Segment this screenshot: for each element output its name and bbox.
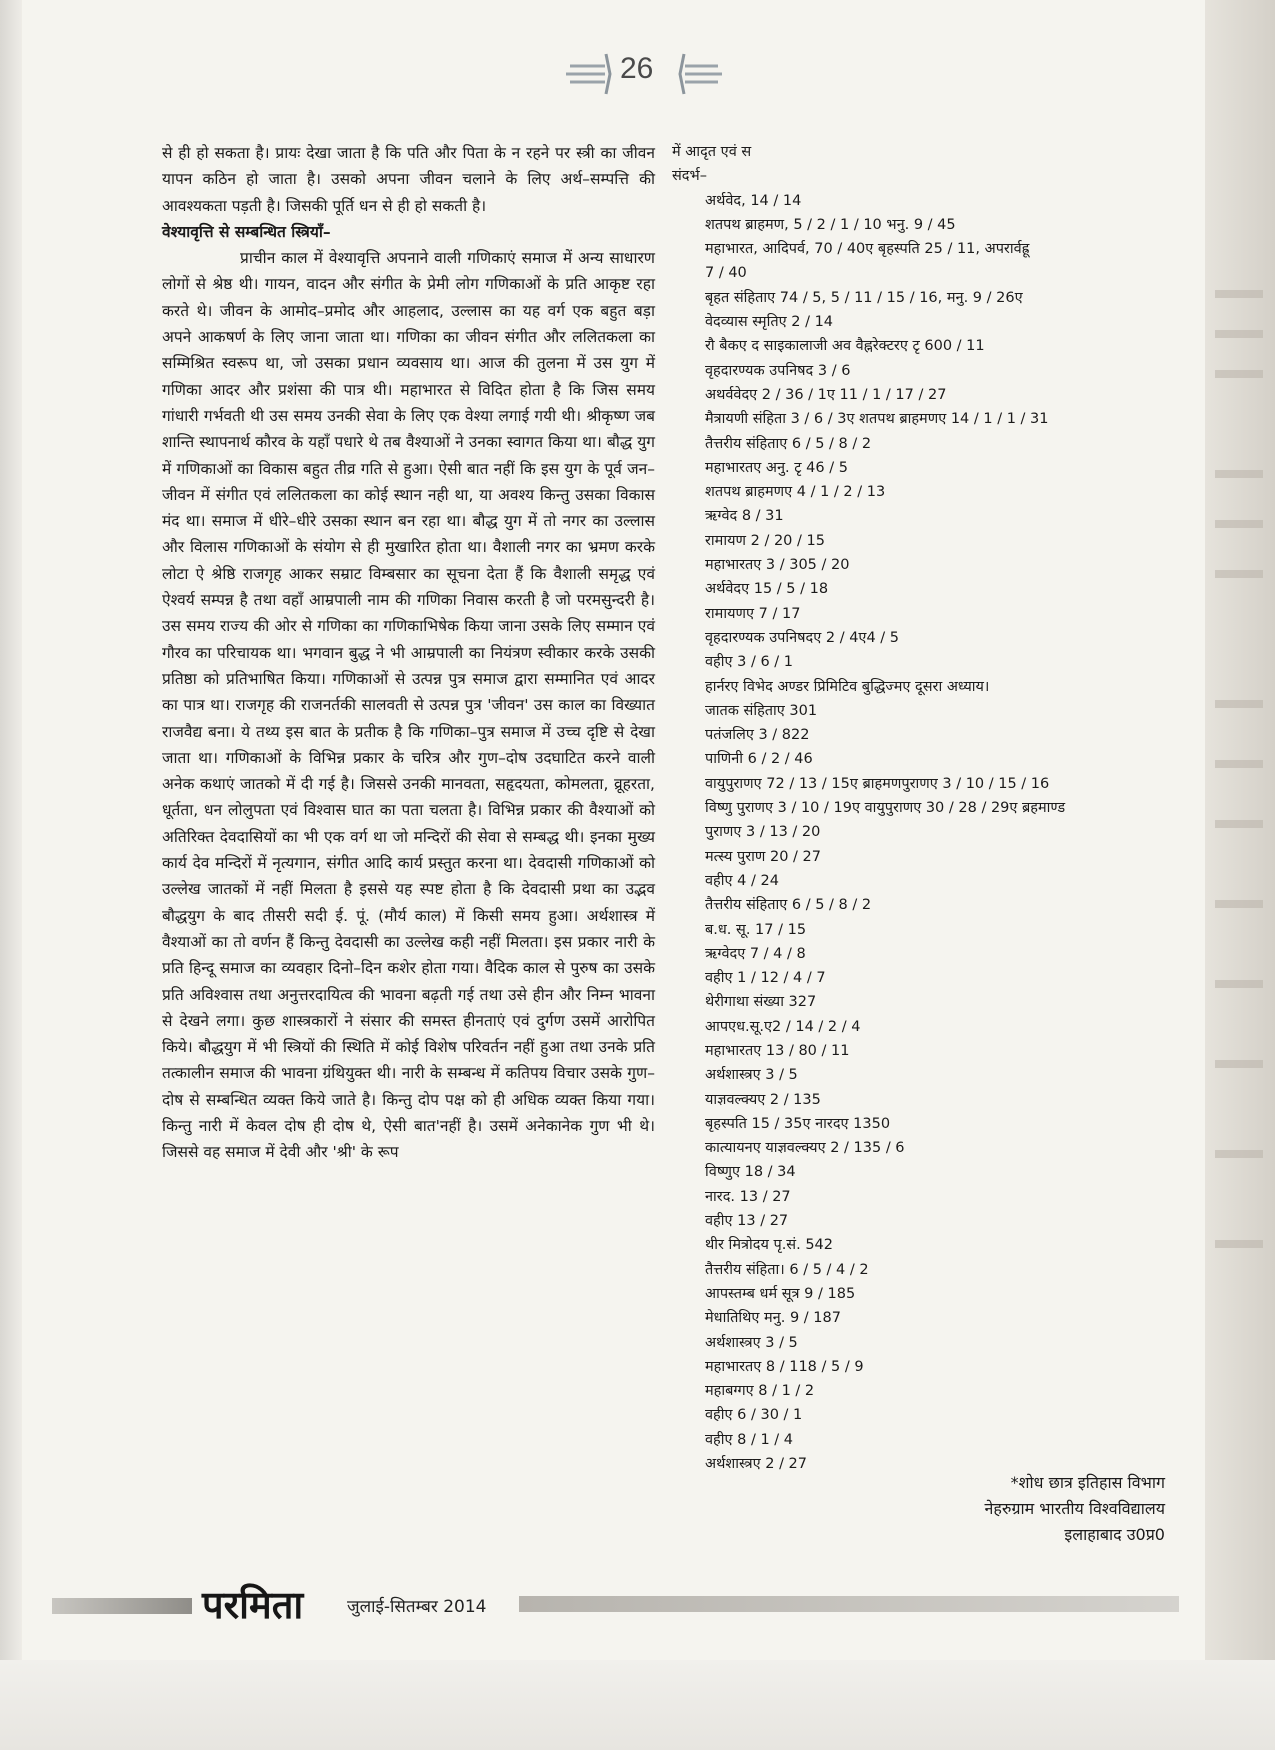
- reference-item: हार्नरए विभेद अण्डर प्रिमिटिव बुद्धिज्मए दूसरा अध्याय।: [705, 678, 990, 695]
- reference-item: वेदव्यास स्मृतिए 2 / 14: [705, 314, 834, 331]
- reference-item: तैत्तरीय संहिताए 6 / 5 / 8 / 2: [705, 435, 872, 452]
- reference-item: वृहदारण्यक उपनिषद 3 / 6: [705, 362, 851, 379]
- reference-item: वहीए 4 / 24: [705, 872, 779, 889]
- reference-item: तैत्तरीय संहिताए 6 / 5 / 8 / 2: [705, 897, 872, 914]
- reference-item: वहीए 6 / 30 / 1: [705, 1407, 803, 1424]
- reference-item: बृहत संहिताए 74 / 5, 5 / 11 / 15 / 16, मनु. 9 / 26ए: [705, 289, 1023, 306]
- page-header: [560, 48, 730, 100]
- author-affiliation-line: इलाहाबाद उ0प्र0: [1064, 1525, 1165, 1544]
- reference-item: महाबग्गए 8 / 1 / 2: [705, 1383, 815, 1400]
- page-bottom-margin: [0, 1660, 1275, 1750]
- reference-item: आपस्तम्ब धर्म सूत्र 9 / 185: [705, 1285, 856, 1302]
- reference-item: ऋग्वेदए 7 / 4 / 8: [705, 945, 806, 962]
- reference-item: ब.ध. सू. 17 / 15: [705, 921, 807, 938]
- article-paragraph: से ही हो सकता है। प्रायः देखा जाता है कि पति और पिता के न रहने पर स्त्री का जीवन यापन कठिन हो जाता है। उसको अपना जीवन चलाने के लिए अर्थ–सम्पत्ति की आवश्यकता पड़ती है। जिसकी पूर्ति धन से ही हो सकती है।: [162, 144, 655, 215]
- reference-item: पुराणए 3 / 13 / 20: [705, 824, 821, 841]
- author-affiliation-line: नेहरुग्राम भारतीय विश्वविद्यालय: [984, 1499, 1165, 1518]
- reference-item: महाभारत, आदिपर्व, 70 / 40ए बृहस्पति 25 / 11, अपरार्वह्रू: [705, 241, 1030, 258]
- reference-item: पतंजलिए 3 / 822: [705, 727, 810, 744]
- reference-item: ऋग्वेद 8 / 31: [705, 508, 784, 525]
- reference-item: मेधातिथिए मनु. 9 / 187: [705, 1310, 841, 1327]
- reference-item: वहीए 13 / 27: [705, 1213, 789, 1230]
- reference-item: वहीए 3 / 6 / 1: [705, 654, 794, 671]
- article-paragraph: प्राचीन काल में वेश्यावृत्ति अपनाने वाली गणिकाएं समाज में अन्य साधारण लोगों से श्रेष्ठ थी। गायन, वादन और संगीत के प्रेमी लोग गणिकाओं के प्रति आकृष्ट रहा करते थे। जीवन के आमोद–प्रमोद और आहलाद, उल्लास का यह वर्ग एक बहुत बड़ा अपने आकषर्ण के लिए जाना जाता था। गणिका का जीवन संगीत और ललितकला का सम्मिश्रित स्वरूप था, जो उसका प्रधान व्यवसाय था। आज की तुलना में उस युग में गणिका आदर और प्रशंसा की पात्र थी। महाभारत से विदित होता है कि जिस समय गांधारी गर्भवती थी उस समय उनकी सेवा के लिए एक वेश्या लगाई गयी थी। श्रीकृष्ण जब शान्ति स्थापनार्थ कौरव के यहाँ पधारे थे तब वैश्याओं ने उनका स्वागत किया था। बौद्ध युग में गणिकाओं का विकास बहुत तीव्र गति से हुआ। ऐसी बात नहीं कि इस युग के पूर्व जन–जीवन में संगीत एवं ललितकला का कोई स्थान नही था, या अवश्य किन्तु उसका विकास मंद था। समाज में धीरे–धीरे उसका स्थान बन रहा था। बौद्ध युग में तो नगर का उल्लास और विलास गणिकाओं के संयोग से ही मुखारित होता था। वैशाली नगर का भ्रमण करके लोटा ऐ श्रेष्ठि राजगृह आकर सम्राट विम्बसार का सूचना देता हैं कि वैशाली समृद्ध एवं ऐश्वर्य सम्पन्न है तथा वहाँ आम्रपाली नाम की गणिका निवास करती है जो परमसुन्दरी है। उस समय राज्य की ओर से गणिका का गणिकाभिषेक किया जाना उसके लिए सम्मान एवं गौरव का परिचायक था। भगवान बुद्ध ने भी आम्रपाली का नियंत्रण स्वीकार करके उसकी प्रतिष्ठा को प्रतिभाषित किया। गणिकाओं से उत्पन्न पुत्र समाज द्वारा सम्मानित एवं आदर का पात्र था। राजगृह की राजनर्तकी सालवती से उत्पन्न पुत्र 'जीवन' उस काल का विख्यात राजवैद्य बना। ये तथ्य इस बात के प्रतीक है कि गणिका–पुत्र समाज में उच्च दृष्टि से देखा जाता था। गणिकाओं के विभिन्न प्रकार के चरित्र और गुण–दोष उदघाटित करने वाली अनेक कथाएं जातको में दी गई है। जिससे उनकी मानवता, सहृदयता, कोमलता, व्रूहरता, धूर्तता, धन लोलुपता एवं विश्वास घात का पता चलता है। विभिन्न प्रकार की वैश्याओं को अतिरिक्त देवदासियों का भी एक वर्ग था जो मन्दिरों की सेवा से सम्बद्ध थी। इनका मुख्य कार्य देव मन्दिरों में नृत्यगान, संगीत आदि कार्य प्रस्तुत करना था। देवदासी गणिकाओं को उल्लेख जातकों में नहीं मिलता है इससे यह स्पष्ट होता है कि देवदासी प्रथा का उद्भव बौद्धयुग के बाद तीसरी सदी ई. पूं. (मौर्य काल) में किसी समय हुआ। अर्थशास्त्र में वैश्याओं का तो वर्णन हैं किन्तु देवदासी का उल्लेख कही नहीं मिलता। इस प्रकार नारी के प्रति हिन्दू समाज का व्यवहार दिनो–दिन कशेर होता गया। वैदिक काल से पुरुष का उसके प्रति अविश्वास तथा अनुत्तरदायित्व की भावना बढ़ती गई तथा उसे हीन और निम्न भावना से देखने लगा। कुछ शास्त्रकारों ने संसार की समस्त हीनताएं एवं दुर्गण उसमें आरोपित किये। बौद्धयुग में भी स्त्रियों की स्थिति में कोई विशेष परिवर्तन नहीं हुआ तथा उनके प्रति तत्कालीन समाज की भावना ग्रंथियुक्त थी। नारी के सम्बन्ध में कतिपय विचार उसके गुण–दोष से सम्बन्धित व्यक्त किये जाते है। किन्तु दोप पक्ष को ही अधिक व्यक्त किया गया। किन्तु नारी में केवल दोष ही दोष थे, ऐसी बात'नहीं है। उसमें अनेकानेक गुण भी थे। जिससे वह समाज में देवी और 'श्री' के रूप: [162, 249, 655, 1162]
- references-list: [672, 189, 1172, 1477]
- reference-item: महाभारतए 13 / 80 / 11: [705, 1042, 850, 1059]
- references-heading: संदर्भ–: [672, 168, 707, 185]
- issue-date: जुलाई-सितम्बर 2014: [347, 1597, 487, 1617]
- reference-item: विष्णु पुराणए 3 / 10 / 19ए वायुपुराणए 30 / 28 / 29ए ब्रहमाण्ड: [705, 800, 1066, 817]
- reference-item: विष्णुए 18 / 34: [705, 1164, 796, 1181]
- reference-item: रामायण 2 / 20 / 15: [705, 532, 825, 549]
- reference-item: पाणिनी 6 / 2 / 46: [705, 751, 813, 768]
- article-continuation: में आदृत एवं स: [672, 144, 752, 160]
- reference-item: नारद. 13 / 27: [705, 1188, 791, 1205]
- reference-item: अर्थवेद, 14 / 14: [705, 192, 802, 209]
- article-right-column: [672, 140, 1172, 1476]
- reference-item: अथर्ववेदए 2 / 36 / 1ए 11 / 1 / 17 / 27: [705, 386, 947, 403]
- reference-item: मत्स्य पुराण 20 / 27: [705, 848, 821, 865]
- adjacent-page-strip: [1205, 0, 1275, 1750]
- author-affiliation-line: *शोध छात्र इतिहास विभाग: [1010, 1473, 1165, 1492]
- reference-item: शतपथ ब्राहमणए 4 / 1 / 2 / 13: [705, 484, 886, 501]
- reference-item: जातक संहिताए 301: [705, 702, 818, 719]
- reference-item: रामायणए 7 / 17: [705, 605, 801, 622]
- reference-item: अर्थवेदए 15 / 5 / 18: [705, 581, 829, 598]
- reference-item: महाभारतए अनु. टृ 46 / 5: [705, 459, 848, 476]
- reference-item: वहीए 8 / 1 / 4: [705, 1431, 794, 1448]
- reference-item: महाभारतए 3 / 305 / 20: [705, 557, 850, 574]
- footer-bar-right: [519, 1596, 1179, 1612]
- reference-item: बृहस्पति 15 / 35ए नारदए 1350: [705, 1115, 891, 1132]
- reference-item: वृहदारण्यक उपनिषदए 2 / 4ए4 / 5: [705, 629, 900, 646]
- magazine-logo: परमिता: [202, 1583, 304, 1627]
- reference-item: याज्ञवल्क्यए 2 / 135: [705, 1091, 821, 1108]
- reference-item: अर्थशास्त्रए 2 / 27: [705, 1456, 808, 1473]
- reference-item: शतपथ ब्राहमण, 5 / 2 / 1 / 10 भनु. 9 / 45: [705, 216, 956, 233]
- author-affiliation: [860, 1470, 1165, 1548]
- reference-item: अर्थशास्त्रए 3 / 5: [705, 1067, 798, 1084]
- reference-item: अर्थशास्त्रए 3 / 5: [705, 1334, 798, 1351]
- footer-bar-left: [52, 1598, 192, 1614]
- page-number: 26: [620, 52, 654, 85]
- reference-item: आपएध.सू.ए2 / 14 / 2 / 4: [705, 1018, 861, 1035]
- reference-item: थेरीगाथा संख्या 327: [705, 994, 817, 1011]
- page-left-edge: [0, 0, 22, 1750]
- article-left-column: [162, 140, 655, 1166]
- reference-item: वहीए 1 / 12 / 4 / 7: [705, 970, 826, 987]
- reference-item: थीर मित्रोदय पृ.सं. 542: [705, 1237, 834, 1254]
- reference-item: मैत्रायणी संहिता 3 / 6 / 3ए शतपथ ब्राहमणए 14 / 1 / 1 / 31: [705, 411, 1049, 428]
- reference-item: रौ बैकए द साइकालाजी अव वैह्नरेक्टरए टृ 600 / 11: [705, 338, 985, 355]
- reference-item: तैत्तरीय संहिता। 6 / 5 / 4 / 2: [705, 1261, 869, 1278]
- section-heading: वेश्यावृत्ति से सम्बन्धित स्त्रियाँ–: [162, 222, 331, 241]
- reference-item: महाभारतए 8 / 118 / 5 / 9: [705, 1358, 864, 1375]
- page-footer: [22, 1578, 1205, 1628]
- reference-item: 7 / 40: [705, 265, 747, 282]
- reference-item: कात्यायनए याज्ञवल्क्यए 2 / 135 / 6: [705, 1140, 905, 1157]
- reference-item: वायुपुराणए 72 / 13 / 15ए ब्राहमणपुराणए 3 / 10 / 15 / 16: [705, 775, 1050, 792]
